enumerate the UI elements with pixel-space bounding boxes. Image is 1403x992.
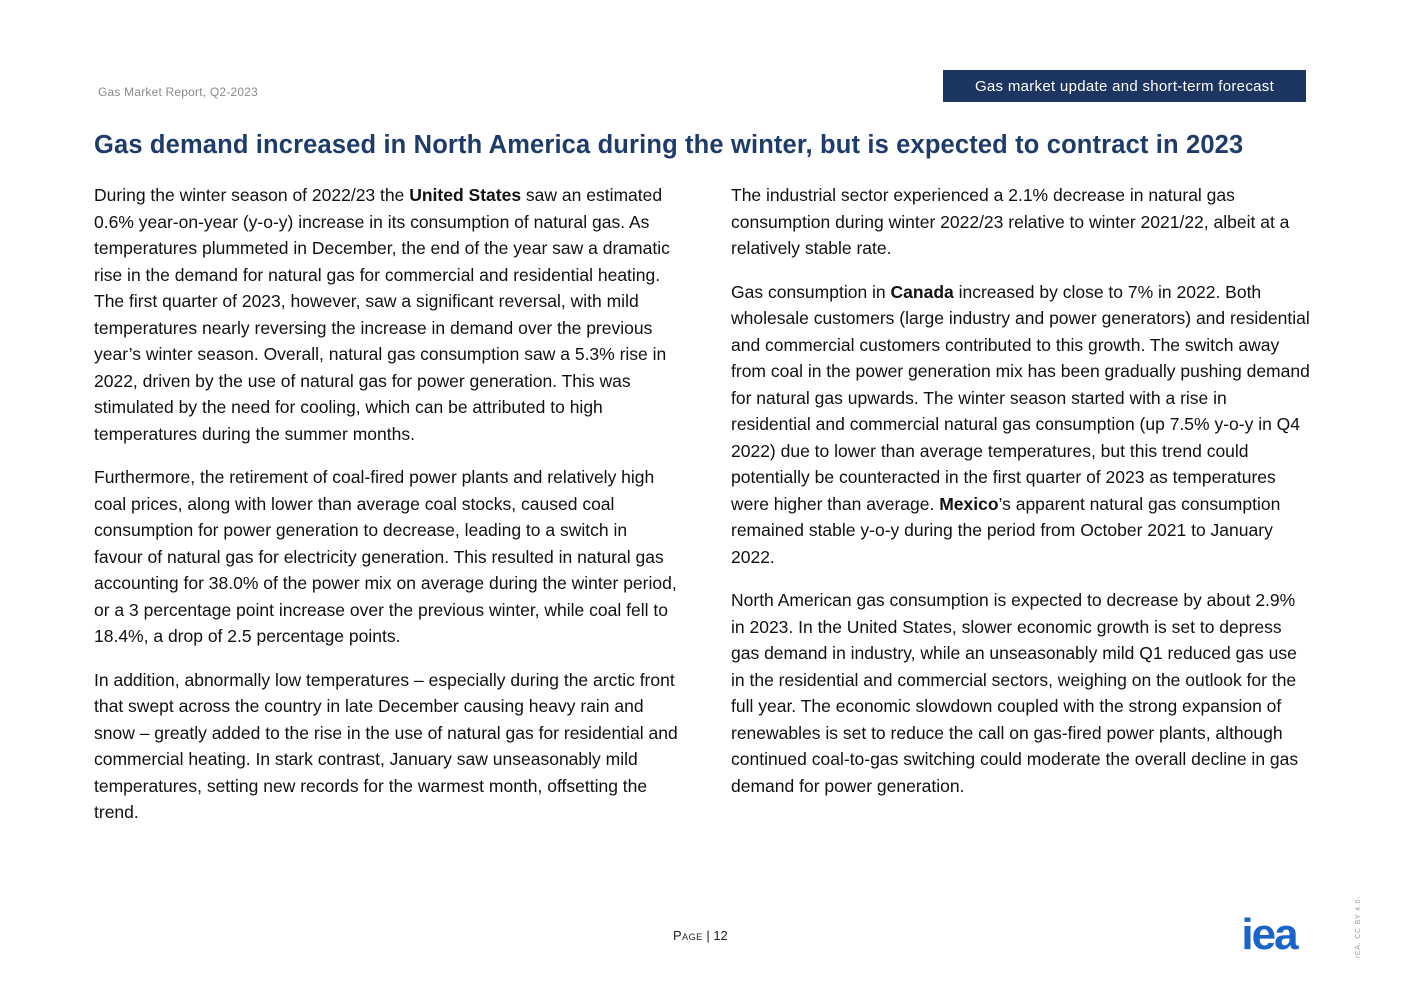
page-title: Gas demand increased in North America during the winter, but is expected to contract in 2023 [94,131,1244,159]
paragraph-outlook-2023: North American gas consumption is expected to decrease by about 2.9% in 2023. In the United States, slower economic growth is set to depress gas demand in industry, while an unseasonably mild Q1 reduced gas use in the residential and commercial sectors, weighing on the outlook for the full year. The economic slowdown coupled with the strong expansion of renewables is set to reduce the call on gas-fired power plants, although continued coal-to-gas switching could moderate the overall decline in gas demand for power generation. [731,590,1299,796]
left-column [94,182,678,843]
paragraph-text: increased by close to 7% in 2022. Both wholesale customers (large industry and power generators) and residential and commercial customers contributed to this growth. The switch away from coal in the power generation mix has been gradually pushing demand for natural gas upwards. The winter season started with a rise in residential and commercial natural gas consumption (up 7.5% y-o-y in Q4 2022) due to lower than average temperatures, but this trend could potentially be counteracted in the first quarter of 2023 as temperatures were higher than average. [731,281,1310,514]
iea-logo-text: iea [1241,917,1297,953]
iea-logo [1229,917,1309,953]
license-text: IEA. CC BY 4.0. [1355,895,1362,958]
paragraph-text: saw an estimated 0.6% year-on-year (y-o-y) increase in its consumption of natural gas. As temperatures plummeted in December, the end of the year saw a dramatic rise in the demand for natural gas for commercial and residential heating. The first quarter of 2023, however, saw a significant reversal, with mild temperatures nearly reversing the increase in demand over the previous year’s winter season. Overall, natural gas consumption saw a 5.3% rise in 2022, driven by the use of natural gas for power generation. This was stimulated by the need for cooling, which can be attributed to high temperatures during the summer months. [94,185,670,444]
country-name-bold: Mexico [939,493,999,514]
right-column [731,182,1311,816]
page-number [673,928,728,943]
paragraph-text: ’s apparent natural gas consumption remained stable y-o-y during the period from October 2021 to January 2022. [731,493,1281,567]
report-label: Gas Market Report, Q2-2023 [98,85,258,99]
country-name-bold: United States [409,185,522,205]
section-tag: Gas market update and short-term forecast [943,70,1306,102]
paragraph-low-temperatures: In addition, abnormally low temperatures – especially during the arctic front that swept across the country in late December causing heavy rain and snow – greatly added to the rise in the use of natural gas for residential and commercial heating. In stark contrast, January saw unseasonably mild temperatures, setting new records for the warmest month, offsetting the trend. [94,669,678,822]
paragraph-canada-mexico [731,279,1311,571]
paragraph-industrial-sector: The industrial sector experienced a 2.1% decrease in natural gas consumption during winter 2022/23 relative to winter 2021/22, albeit at a relatively stable rate. [731,185,1290,258]
paragraph-text: During the winter season of 2022/23 the [94,185,410,205]
country-name-bold: Canada [890,281,954,302]
page-separator: | [706,928,710,943]
paragraph-united-states [94,182,678,447]
paragraph-text: Gas consumption in [731,281,891,302]
page-number-value: 12 [713,928,728,943]
paragraph-coal-retirement: Furthermore, the retirement of coal-fired power plants and relatively high coal prices, along with lower than average coal stocks, caused coal consumption for power generation to decrease, leading to a switch in favour of natural gas for electricity generation. This resulted in natural gas accounting for 38.0% of the power mix on average during the winter period, or a 3 percentage point increase over the previous winter, while coal fell to 18.4%, a drop of 2.5 percentage points. [94,467,677,646]
page-word: Page [673,928,703,943]
